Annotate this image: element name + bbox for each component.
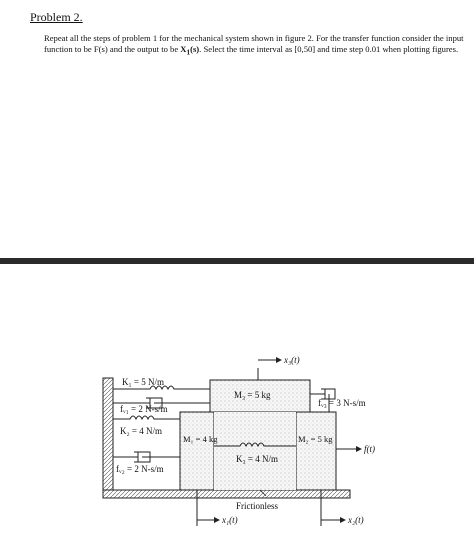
middle-region	[214, 412, 296, 490]
label-fv3: fᵥ₃ = 3 N-s/m	[318, 398, 366, 408]
label-frictionless: Frictionless	[236, 501, 278, 511]
problem-heading: Problem 2.	[30, 10, 83, 24]
problem-paragraph	[44, 33, 464, 60]
spring-k2	[113, 416, 180, 419]
left-wall	[103, 378, 113, 490]
label-fv1: fᵥ₁ = 2 N-s/m	[120, 404, 168, 414]
damper-fv2	[113, 452, 180, 462]
mass-m2	[296, 412, 336, 490]
force-arrowhead	[356, 446, 362, 452]
mass-m1	[180, 412, 214, 490]
problem-text-area	[0, 0, 474, 258]
label-m2: M₂ = 5 kg	[298, 434, 333, 444]
x3-arrow	[258, 360, 276, 380]
x2-arrowhead	[340, 517, 346, 523]
x1-arrowhead	[214, 517, 220, 523]
paragraph-part-1: Repeat all the steps of problem 1 for the mechanical system shown in figure 2. For the transfer function consider the input function to be F(s) and the output to be	[44, 33, 464, 55]
figure-2-diagram	[0, 264, 474, 540]
x3-arrowhead	[276, 357, 282, 363]
output-variable: $X_1(s)$	[180, 44, 200, 58]
label-x1: x₁(t)	[222, 515, 238, 525]
label-m1: M₁ = 4 kg	[183, 434, 218, 444]
label-k3: K₃ = 4 N/m	[236, 454, 278, 464]
label-force: f(t)	[364, 444, 375, 454]
label-k2: K₂ = 4 N/m	[120, 426, 162, 436]
label-x2: x₂(t)	[348, 515, 364, 525]
mechanical-system-figure	[0, 264, 474, 540]
label-fv2: fᵥ₂ = 2 N-s/m	[116, 464, 164, 474]
ground	[103, 490, 350, 498]
label-m3: M₃ = 5 kg	[234, 390, 271, 400]
paragraph-part-2: . Select the time interval as [0,50] and time step 0.01 when plotting figures.	[199, 44, 459, 55]
label-x3: x₃(t)	[284, 355, 300, 365]
label-k1: K₁ = 5 N/m	[122, 377, 164, 387]
